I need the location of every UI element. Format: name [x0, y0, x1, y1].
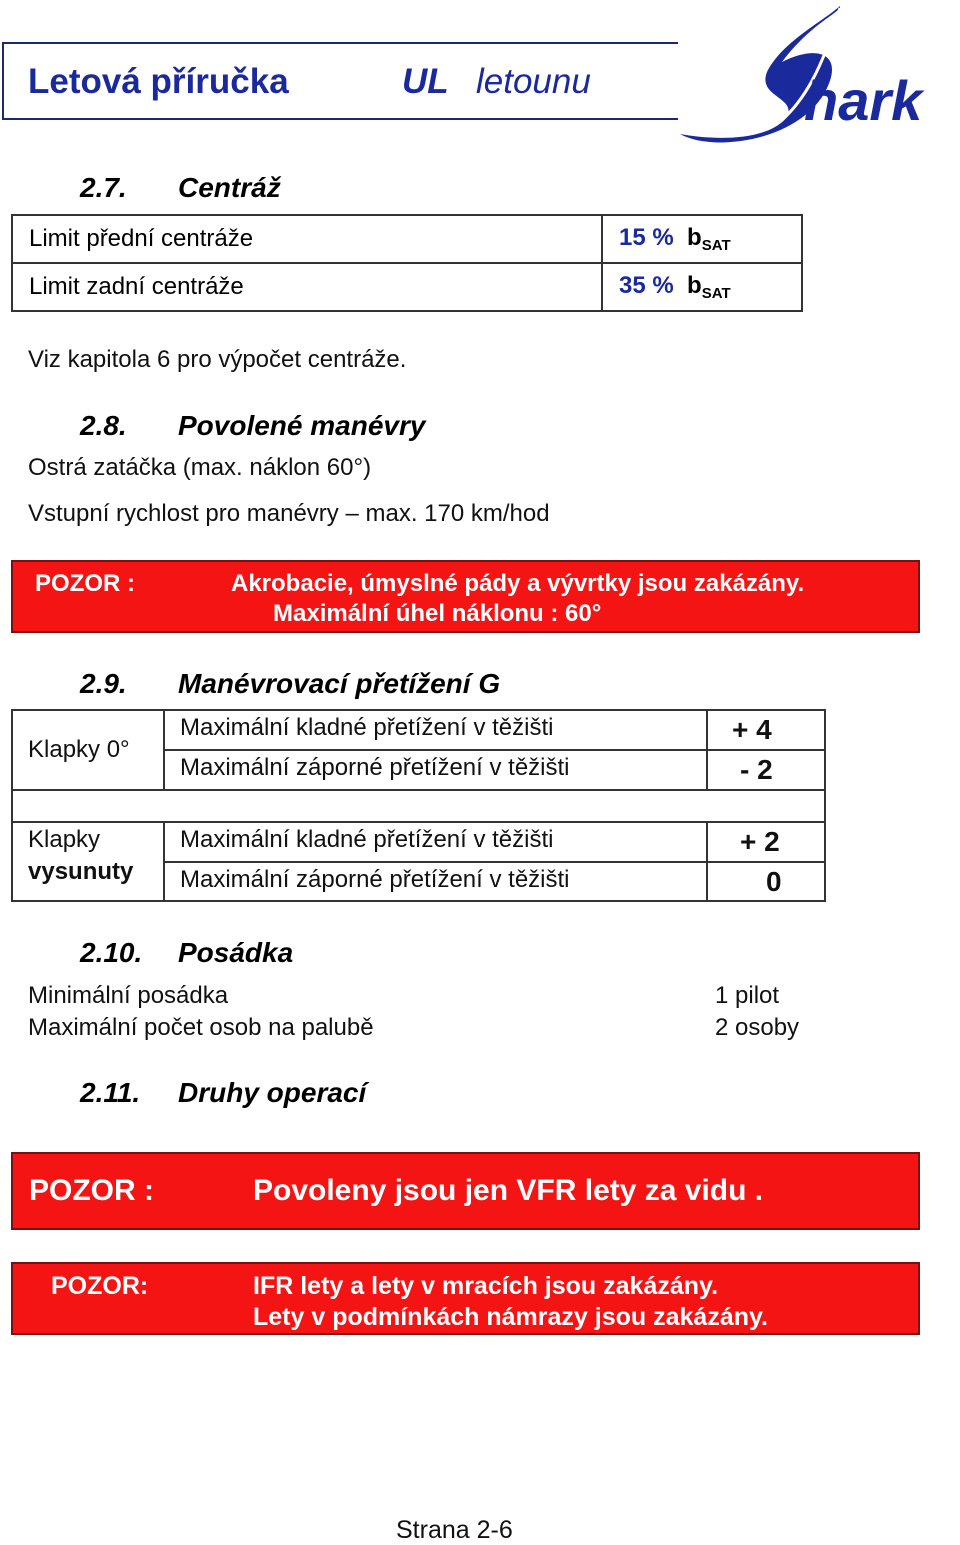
flaps-extended-negative-value: 0	[766, 866, 782, 897]
flaps-zero-positive-value: + 4	[732, 714, 772, 745]
cg-rear-label: Limit zadní centráže	[12, 263, 602, 311]
flaps-zero-label: Klapky 0°	[28, 736, 130, 763]
cg-front-label: Limit přední centráže	[12, 215, 602, 263]
section-2-9-number: 2.9.	[80, 668, 127, 699]
cg-rear-value: 35 %	[619, 272, 674, 299]
maneuver-steep-turn: Ostrá zatáčka (max. náklon 60°)	[28, 454, 372, 481]
vfr-warning-text: Povoleny jsou jen VFR lety za vidu .	[253, 1174, 764, 1207]
cg-limits-table	[11, 214, 803, 312]
flaps-extended-label-1: Klapky	[28, 826, 101, 853]
section-2-11-title: Druhy operací	[178, 1077, 367, 1108]
flaps-extended-negative-label: Maximální záporné přetížení v těžišti	[180, 866, 570, 893]
max-occupants-label: Maximální počet osob na palubě	[28, 1014, 374, 1041]
divider	[11, 821, 826, 823]
max-occupants-value: 2 osoby	[715, 1014, 800, 1041]
cg-note: Viz kapitola 6 pro výpočet centráže.	[28, 346, 407, 373]
section-2-7-number: 2.7.	[80, 172, 127, 203]
flaps-zero-negative-value: - 2	[740, 754, 773, 785]
cg-front-sub: SAT	[701, 237, 731, 254]
cg-rear-sub: SAT	[701, 285, 731, 302]
cg-rear-value-cell	[602, 263, 802, 311]
ifr-warning-text-2: Lety v podmínkách námrazy jsou zakázány.	[253, 1303, 768, 1331]
section-2-7-title: Centráž	[178, 172, 281, 203]
warning-bank-angle-text: Maximální úhel náklonu : 60°	[273, 600, 602, 627]
page-number: Strana 2-6	[396, 1516, 513, 1544]
flaps-extended-label-2: vysunuty	[28, 858, 134, 885]
warning-label: POZOR :	[35, 570, 135, 597]
ifr-warning-text-1: IFR lety a lety v mracích jsou zakázány.	[253, 1272, 719, 1300]
ifr-warning-box	[11, 1262, 920, 1335]
cg-rear-unit: b	[687, 272, 702, 299]
cg-front-unit: b	[687, 224, 702, 251]
flaps-zero-negative-label: Maximální záporné přetížení v těžišti	[180, 754, 570, 781]
aerobatics-warning-box	[11, 560, 920, 633]
flaps-extended-positive-value: + 2	[740, 826, 780, 857]
section-2-9-title: Manévrovací přetížení G	[178, 668, 501, 699]
section-2-8-number: 2.8.	[80, 410, 127, 441]
table-row	[12, 215, 802, 263]
section-2-10-number: 2.10.	[80, 937, 143, 968]
section-2-10-title: Posádka	[178, 937, 294, 968]
flaps-extended-positive-label: Maximální kladné přetížení v těžišti	[180, 826, 554, 853]
table-row	[12, 263, 802, 311]
section-2-11-number: 2.11.	[80, 1077, 141, 1108]
header-ul: UL	[402, 62, 449, 101]
min-crew-label: Minimální posádka	[28, 982, 229, 1009]
divider	[163, 861, 826, 863]
warning-aerobatics-text: Akrobacie, úmyslné pády a vývrtky jsou zakázány.	[231, 570, 805, 597]
divider	[11, 789, 826, 791]
header-title: Letová příručka	[28, 62, 289, 101]
divider	[163, 749, 826, 751]
svg-text:hark: hark	[804, 69, 923, 132]
vfr-warning-label: POZOR :	[29, 1174, 154, 1207]
header-aircraft: letounu	[476, 62, 591, 101]
maneuver-entry-speed: Vstupní rychlost pro manévry – max. 170 km/hod	[28, 500, 550, 527]
cg-front-value: 15 %	[619, 224, 674, 251]
cg-front-value-cell	[602, 215, 802, 263]
shark-logo	[672, 2, 960, 152]
flaps-zero-positive-label: Maximální kladné přetížení v těžišti	[180, 714, 554, 741]
min-crew-value: 1 pilot	[715, 982, 780, 1009]
vfr-warning-box	[11, 1152, 920, 1230]
ifr-warning-label: POZOR:	[51, 1272, 149, 1300]
section-2-8-title: Povolené manévry	[178, 410, 426, 441]
